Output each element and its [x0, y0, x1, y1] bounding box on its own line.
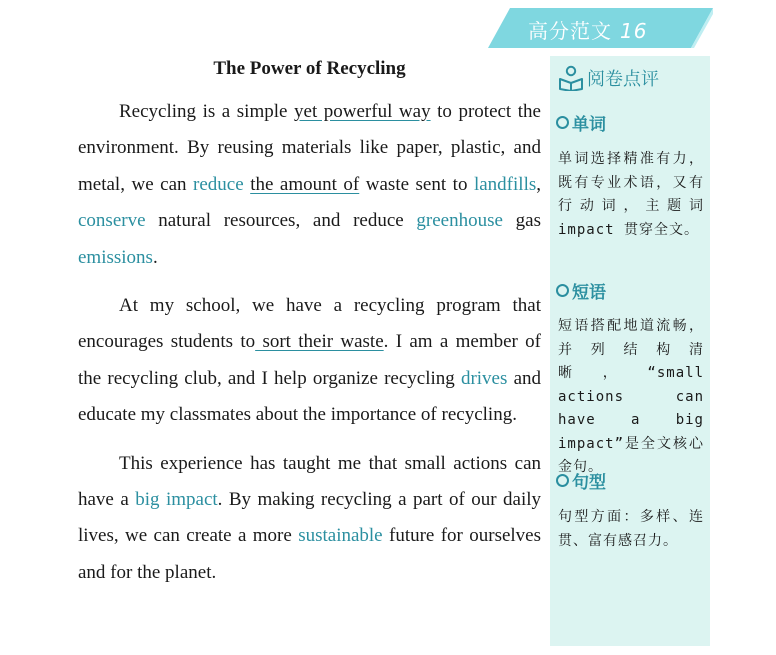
- highlighted-word: emissions: [78, 246, 153, 268]
- section-title-words: [556, 110, 606, 135]
- highlighted-word: conserve: [78, 210, 146, 232]
- text-run: and educate my classmates about the importance of recycling.: [78, 367, 541, 426]
- text-run: natural resources, and reduce: [145, 210, 417, 232]
- section-title-text: 短语: [572, 283, 606, 303]
- section-body-phrases: 短语搭配地道流畅，并列结构清晰，“small actions can have a big impact”是全文核心金句。: [558, 318, 704, 475]
- essay-paragraph-3: [78, 446, 541, 592]
- highlighted-word: landfills: [473, 173, 537, 195]
- essay: [78, 56, 541, 603]
- circle-bullet-icon: [556, 284, 569, 297]
- review-panel: [550, 56, 710, 646]
- badge-title: [528, 15, 647, 44]
- underlined-phrase: yet powerful way: [294, 101, 431, 122]
- text-run: to protect the environment. By reusing materials like paper, plastic, and metal, we can: [78, 101, 541, 195]
- text-run: Recycling is a simple: [119, 101, 295, 122]
- circle-bullet-icon: [556, 474, 569, 487]
- panel-header: [558, 62, 659, 94]
- text-run: .: [152, 246, 158, 268]
- essay-paragraph-2: [78, 288, 541, 434]
- underlined-phrase: the amount of: [250, 173, 360, 195]
- badge-number: 16: [620, 19, 648, 43]
- text-run: At my school, we have a recycling program that encourages students to: [78, 295, 541, 353]
- text-run: gas: [502, 210, 541, 232]
- essay-badge: [488, 8, 713, 48]
- highlighted-word: reduce: [193, 173, 244, 195]
- highlighted-word: drives: [460, 367, 508, 389]
- essay-title: The Power of Recycling: [213, 58, 406, 79]
- highlighted-word: big impact: [135, 489, 218, 511]
- highlighted-word: greenhouse: [416, 210, 503, 232]
- section-body-sentences: 句型方面：多样、连贯、富有感召力。: [558, 509, 704, 549]
- section-title-text: 单词: [572, 115, 606, 135]
- text-run: . I am a member of the recycling club, and I help organize recycling: [78, 331, 542, 389]
- text-run: future for ourselves and for the planet.: [78, 525, 542, 583]
- badge-label: 高分范文: [528, 19, 612, 43]
- reader-book-icon: [558, 65, 584, 91]
- panel-heading: 阅卷点评: [587, 69, 659, 90]
- text-run: ,: [536, 173, 541, 195]
- section-title-text: 句型: [572, 473, 606, 493]
- section-body-words: 单词选择精准有力，既有专业术语，又有行动词，主题词 impact 贯穿全文。: [558, 151, 704, 238]
- text-run: This experience has taught me that small actions can have a: [78, 452, 541, 511]
- essay-paragraph-1: [78, 94, 541, 276]
- section-title-phrases: [556, 278, 606, 303]
- section-title-sentences: [556, 468, 606, 493]
- highlighted-word: sustainable: [298, 525, 383, 547]
- circle-bullet-icon: [556, 116, 569, 129]
- text-run: . By making recycling a part of our daily lives, we can create a more: [78, 489, 541, 547]
- underlined-phrase: sort their waste: [255, 331, 384, 353]
- text-run: waste sent to: [359, 173, 474, 195]
